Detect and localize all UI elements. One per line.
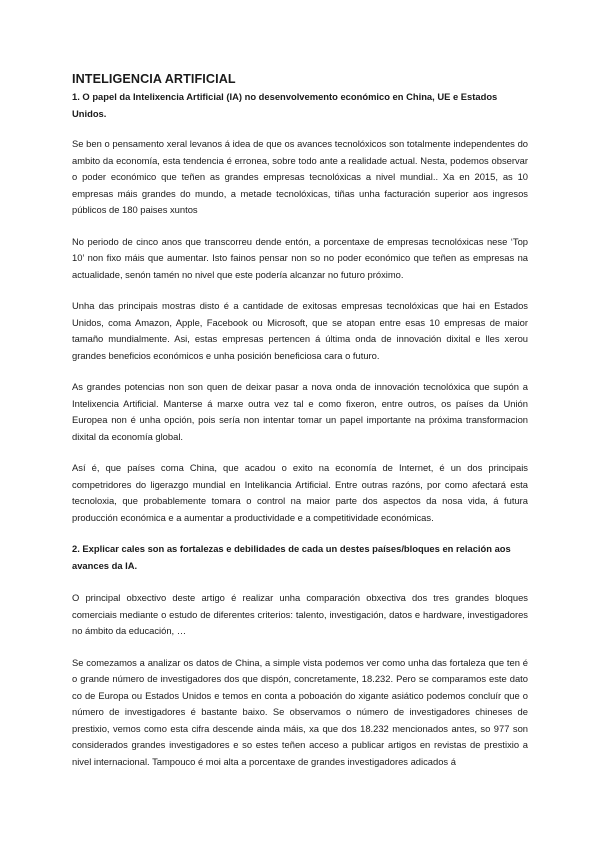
document-body (72, 72, 528, 785)
section-2-heading: 2. Explicar cales son as fortalezas e debilidades de cada un destes países/bloques en relación aos avances da IA. (72, 543, 511, 571)
section-1-paragraph: No periodo de cinco anos que transcorreu dende entón, a porcentaxe de empresas tecnolóxicas nese ‘Top 10’ non fixo máis que aumentar. Isto fainos pensar non so no poder económico que teñen as empresas na actualidade, senón tamén no nivel que este podería alcanzar no futuro próximo. (72, 235, 528, 280)
section-2-paragraph: O principal obxectivo deste artigo é realizar unha comparación obxectiva dos tres grandes bloques comerciais mediante o estudo de diferentes criterios: talento, investigación, datos e hardware, investigadores no ámbito da educación, … (72, 592, 528, 636)
section-1-paragraph: Así é, que países coma China, que acadou o exito na economía de Internet, é un dos principais competridores do ligerazgo mundial en Intelikancia Artificial. Entre outras razóns, por como afectará esta tecnoloxia, que probablemente tomara o control na maior parte dos aspectos da nosa vida, á futura producción económica e a aumentar a productividade e a competitividade económicas. (72, 462, 528, 523)
section-1-paragraph: As grandes potencias non son quen de deixar pasar a nova onda de innovación tecnolóxica que supón a Intelixencia Artificial. Manterse á marxe outra vez tal e como fixeron, entre outros, os países da Unión Europea non é unha opción, pois sería non intentar tomar un papel importante na próxima transformacion dixital da economía global. (72, 381, 528, 442)
document-title: INTELIGENCIA ARTIFICIAL (72, 72, 236, 86)
section-1-paragraph: Unha das principais mostras disto é a cantidade de exitosas empresas tecnolóxicas que hai en Estados Unidos, coma Amazon, Apple, Facebook ou Microsoft, que se atopan entre esas 10 empresas de maior tamaño mundialmente. Asi, estas empresas pertencen á última onda de innovación dixital e lles xerou grandes beneficios económicos e unha posición beneficiosa cara o futuro. (72, 300, 528, 361)
section-2-paragraph: Se comezamos a analizar os datos de China, a simple vista podemos ver como unha das fortaleza que ten é o grande número de investigadores dos que dispón, concretamente, 18.232. Pero se comparamos este dato co de Europa ou Estados Unidos e temos en conta a poboación do xigante asiático podemos concluír que o número de investigadores é bastante baixo. Se observamos o número de investigadores chineses de prestixio, vemos como esta cifra descende ainda máis, xa que dos 18.232 mencionados antes, so 977 son considerados grandes investigadores e so estes teñen acceso a publicar artigos en revistas de prestixio a nivel internacional. Tampouco é moi alta a porcentaxe de grandes investigadores adicados á (72, 656, 528, 767)
section-1-heading: 1. O papel da Intelixencia Artificial (IA) no desenvolvemento económico en China, UE e Estados Unidos. (72, 91, 498, 119)
section-1-paragraph: Se ben o pensamento xeral levanos á idea de que os avances tecnolóxicos son totalmente independentes do ambito da economía, esta tendencia é erronea, sobre todo ante a realidade actual. Nesta, podemos observar o poder económico que teñen as grandes empresas tecnolóxicas a nivel mundial.. Xa en 2015, as 10 empresas máis grandes do mundo, a metade tecnolóxicas, tiñas unha facturación superior aos ingresos públicos de 180 paises xuntos (72, 138, 528, 215)
